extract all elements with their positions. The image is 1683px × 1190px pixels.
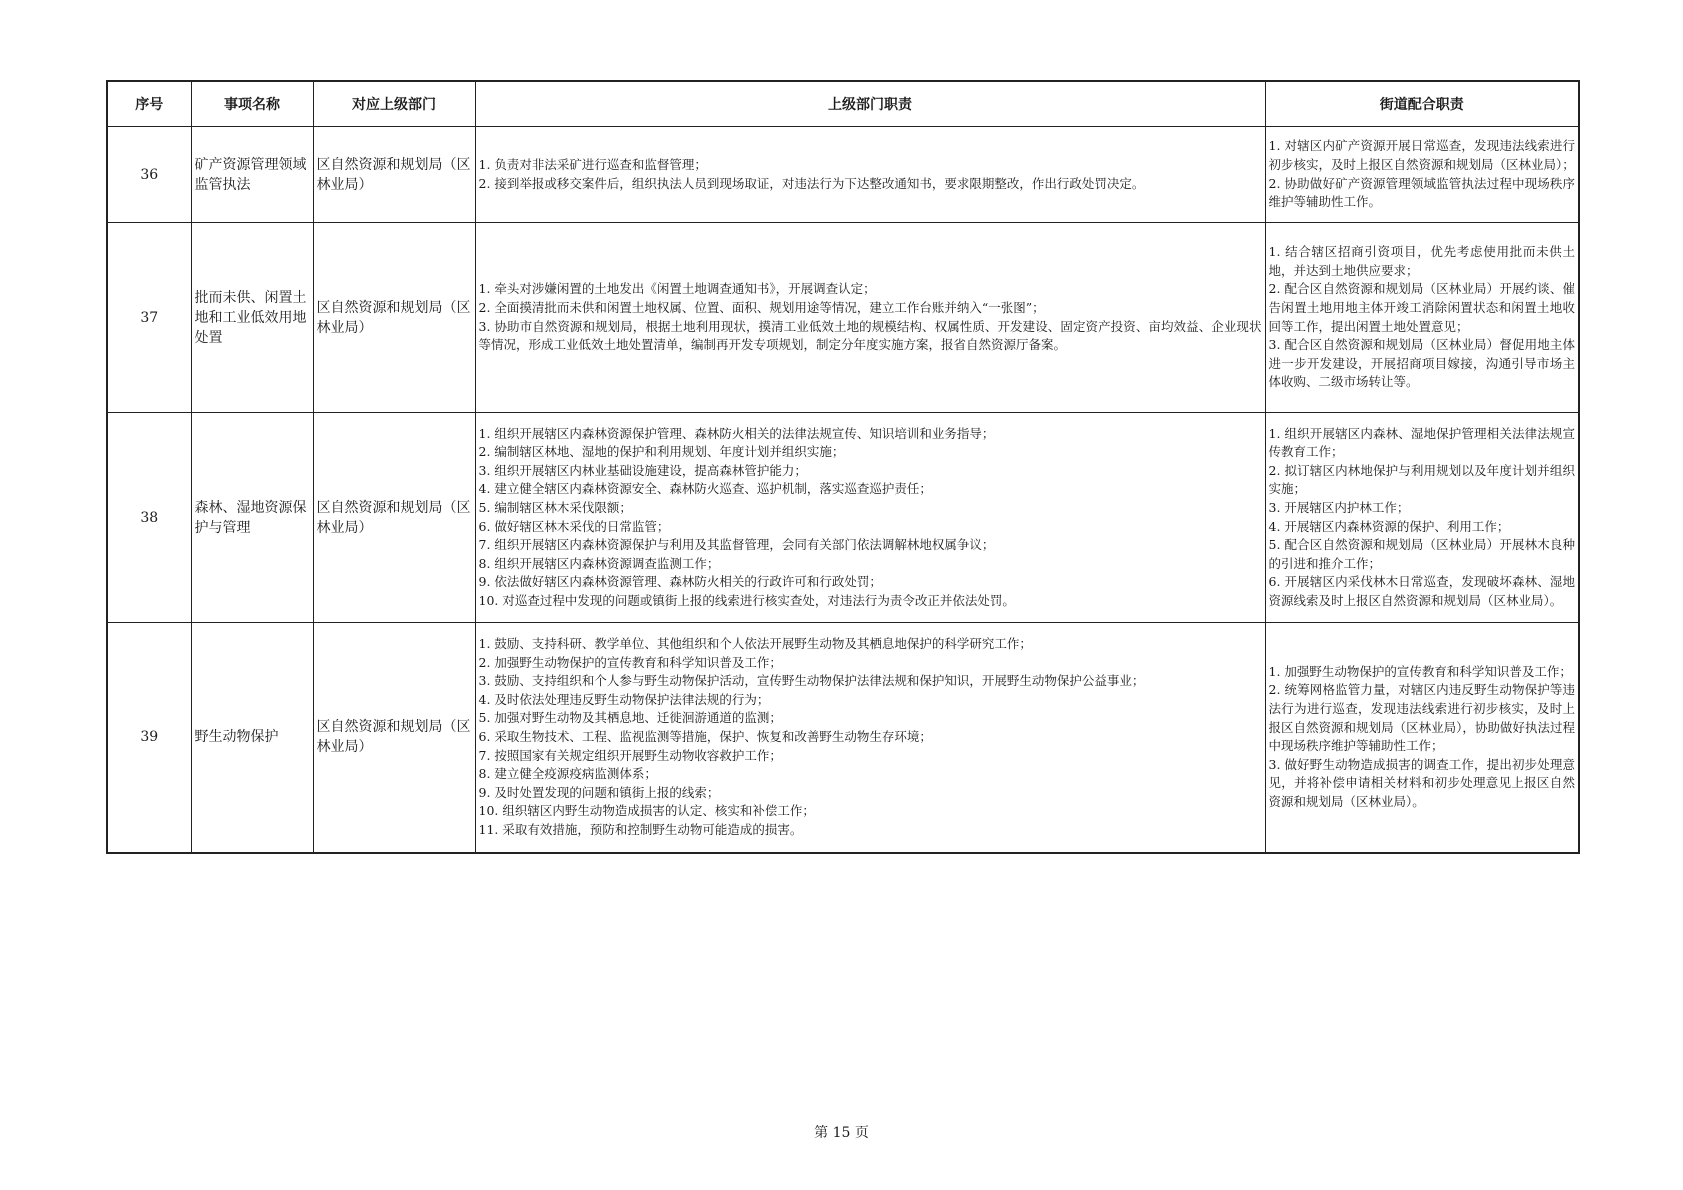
row-duty	[475, 223, 1265, 413]
duty-line: 1. 鼓励、支持科研、教学单位、其他组织和个人依法开展野生动物及其栖息地保护的科学研究工作；	[478, 635, 1032, 651]
coop-line: 1. 组织开展辖区内森林、湿地保护管理相关法律法规宣传教育工作；	[1268, 425, 1575, 460]
duty-line: 2. 加强野生动物保护的宣传教育和科学知识普及工作；	[478, 654, 782, 670]
coop-line: 2. 拟订辖区内林地保护与利用规划以及年度计划并组织实施；	[1268, 462, 1575, 497]
responsibility-table	[106, 80, 1580, 854]
coop-line: 1. 对辖区内矿产资源开展日常巡查，发现违法线索进行初步核实，及时上报区自然资源和规划局（区林业局）；	[1268, 138, 1575, 172]
row-dept: 区自然资源和规划局（区林业局）	[313, 623, 475, 853]
duty-line: 2. 编制辖区林地、湿地的保护和利用规划、年度计划并组织实施；	[478, 444, 845, 460]
row-item-name: 矿产资源管理领域监管执法	[191, 127, 313, 223]
row-coop	[1265, 127, 1579, 223]
row-dept: 区自然资源和规划局（区林业局）	[313, 413, 475, 623]
row-duty	[475, 623, 1265, 853]
duty-line: 6. 做好辖区林木采伐的日常监管；	[478, 518, 670, 534]
duty-line: 5. 加强对野生动物及其栖息地、迁徙洄游通道的监测；	[478, 710, 782, 726]
table-row	[107, 413, 1579, 623]
duty-line: 8. 组织开展辖区内森林资源调查监测工作；	[478, 555, 720, 571]
row-dept: 区自然资源和规划局（区林业局）	[313, 127, 475, 223]
coop-line: 3. 配合区自然资源和规划局（区林业局）督促用地主体进一步开发建设，开展招商项目嫁接，沟通引导市场主体收购、二级市场转让等。	[1268, 337, 1575, 390]
coop-line: 2. 协助做好矿产资源管理领域监管执法过程中现场秩序维护等辅助性工作。	[1268, 175, 1575, 210]
header-seq: 序号	[107, 81, 191, 127]
table-row	[107, 623, 1579, 853]
duty-line: 3. 组织开展辖区内林业基础设施建设，提高森林管护能力；	[478, 462, 807, 478]
table-row	[107, 223, 1579, 413]
table-row	[107, 127, 1579, 223]
duty-line: 10. 对巡查过程中发现的问题或镇街上报的线索进行核实查处，对违法行为责令改正并依法处罚。	[478, 592, 1015, 608]
duty-line: 2. 接到举报或移交案件后，组织执法人员到现场取证，对违法行为下达整改通知书，要求限期整改，作出行政处罚决定。	[478, 175, 1145, 191]
duty-line: 8. 建立健全疫源疫病监测体系；	[478, 766, 657, 782]
coop-line: 2. 统筹网格监管力量，对辖区内违反野生动物保护等违法行为进行巡查，发现违法线索进行初步核实，及时上报区自然资源和规划局（区林业局），协助做好执法过程中现场秩序维护等辅助性工作；	[1268, 682, 1575, 754]
coop-line: 1. 结合辖区招商引资项目，优先考虑使用批而未供土地，并达到土地供应要求；	[1268, 244, 1575, 278]
table-header-row	[107, 81, 1579, 127]
row-item-name: 批而未供、闲置土地和工业低效用地处置	[191, 223, 313, 413]
coop-line: 4. 开展辖区内森林资源的保护、利用工作；	[1268, 518, 1510, 534]
duty-line: 5. 编制辖区林木采伐限额；	[478, 499, 632, 515]
coop-line: 2. 配合区自然资源和规划局（区林业局）开展约谈、催告闲置土地用地主体开竣工消除闲置状态和闲置土地收回等工作，提出闲置土地处置意见；	[1268, 281, 1575, 334]
page-number: 第 15 页	[814, 1125, 869, 1141]
coop-line: 3. 开展辖区内护林工作；	[1268, 499, 1410, 515]
coop-line: 1. 加强野生动物保护的宣传教育和科学知识普及工作；	[1268, 663, 1572, 679]
header-dept: 对应上级部门	[313, 81, 475, 127]
duty-line: 10. 组织辖区内野生动物造成损害的认定、核实和补偿工作；	[478, 803, 815, 819]
row-item-name: 森林、湿地资源保护与管理	[191, 413, 313, 623]
row-duty	[475, 413, 1265, 623]
coop-line: 3. 做好野生动物造成损害的调查工作，提出初步处理意见，并将补偿申请相关材料和初步处理意见上报区自然资源和规划局（区林业局）。	[1268, 756, 1575, 810]
coop-line: 5. 配合区自然资源和规划局（区林业局）开展林木良种的引进和推介工作；	[1268, 537, 1575, 571]
header-duty: 上级部门职责	[475, 81, 1265, 127]
duty-line: 7. 按照国家有关规定组织开展野生动物收容救护工作；	[478, 747, 782, 763]
row-duty	[475, 127, 1265, 223]
row-seq: 38	[107, 413, 191, 623]
row-seq: 39	[107, 623, 191, 853]
row-coop	[1265, 413, 1579, 623]
duty-line: 9. 依法做好辖区内森林资源管理、森林防火相关的行政许可和行政处罚；	[478, 574, 882, 590]
header-name: 事项名称	[191, 81, 313, 127]
duty-line: 4. 建立健全辖区内森林资源安全、森林防火巡查、巡护机制，落实巡查巡护责任；	[478, 481, 932, 497]
duty-line: 3. 鼓励、支持组织和个人参与野生动物保护活动，宣传野生动物保护法律法规和保护知识，开展野生动物保护公益事业；	[478, 673, 1145, 689]
coop-line: 6. 开展辖区内采伐林木日常巡查，发现破坏森林、湿地资源线索及时上报区自然资源和规划局（区林业局）。	[1268, 574, 1575, 608]
row-coop	[1265, 223, 1579, 413]
duty-line: 1. 负责对非法采矿进行巡查和监督管理；	[478, 156, 707, 172]
duty-line: 1. 组织开展辖区内森林资源保护管理、森林防火相关的法律法规宣传、知识培训和业务指导；	[478, 425, 995, 441]
duty-line: 7. 组织开展辖区内森林资源保护与利用及其监督管理，会同有关部门依法调解林地权属争议；	[478, 537, 995, 553]
row-dept: 区自然资源和规划局（区林业局）	[313, 223, 475, 413]
duty-line: 11. 采取有效措施，预防和控制野生动物可能造成的损害。	[478, 821, 803, 837]
duty-line: 1. 牵头对涉嫌闲置的土地发出《闲置土地调查通知书》，开展调查认定；	[478, 281, 876, 297]
duty-line: 9. 及时处置发现的问题和镇街上报的线索；	[478, 784, 720, 800]
row-seq: 37	[107, 223, 191, 413]
duty-line: 4. 及时依法处理违反野生动物保护法律法规的行为；	[478, 691, 770, 707]
row-item-name: 野生动物保护	[191, 623, 313, 853]
row-seq: 36	[107, 127, 191, 223]
duty-line: 3. 协助市自然资源和规划局，根据土地利用现状，摸清工业低效土地的规模结构、权属性质、开发建设、固定资产投资、亩均效益、企业现状等情况，形成工业低效土地处置清单，编制再开发专项规划，制定分年度实施方案，报省自然资源厅备案。	[478, 318, 1262, 353]
duty-line: 6. 采取生物技术、工程、监视监测等措施，保护、恢复和改善野生动物生存环境；	[478, 728, 932, 744]
header-coop: 街道配合职责	[1265, 81, 1579, 127]
duty-line: 2. 全面摸清批而未供和闲置土地权属、位置、面积、规划用途等情况，建立工作台账并纳入“一张图”；	[478, 299, 1045, 315]
row-coop	[1265, 623, 1579, 853]
